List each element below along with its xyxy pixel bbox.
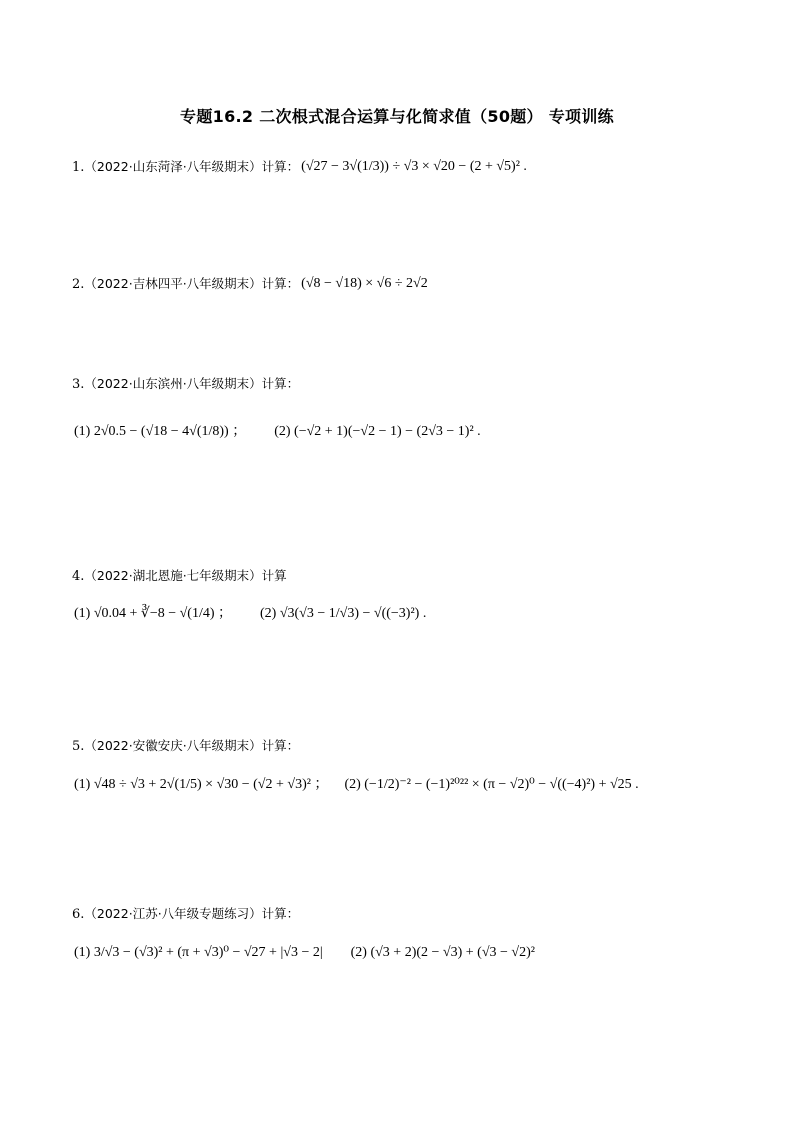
problem-4-header [72, 570, 287, 583]
problem-4-part-2: (2) √3(√3 − 1/√3) − √((−3)²) . [260, 606, 427, 621]
problem-3-header [72, 378, 299, 391]
problem-2-header [72, 277, 428, 291]
problem-3-source: （2022·山东滨州·八年级期末）计算： [84, 376, 300, 392]
page-title: 专题16.2 二次根式混合运算与化简求值（50题） 专项训练 [180, 107, 614, 126]
problem-2-source: （2022·吉林四平·八年级期末）计算： [84, 275, 300, 291]
problem-6-source: （2022·江苏·八年级专题练习）计算： [84, 906, 300, 922]
problem-3-number: 3. [72, 377, 85, 392]
problem-4-parts [72, 607, 426, 621]
problem-1-header [72, 160, 527, 174]
problem-6-number: 6. [72, 907, 85, 922]
problem-6-header [72, 908, 299, 921]
problem-5-part-1: (1) √48 ÷ √3 + 2√(1/5) × √30 − (√2 + √3)² ； [74, 777, 329, 792]
problem-1-source: （2022·山东菏泽·八年级期末）计算： [84, 158, 300, 174]
problem-6-parts [72, 946, 535, 960]
problem-4-part-1: (1) √0.04 + ∛−8 − √(1/4) ； [74, 606, 233, 621]
problem-5-number: 5. [72, 739, 85, 754]
problem-5-source: （2022·安徽安庆·八年级期末）计算： [84, 738, 300, 754]
problem-6-part-1: (1) 3/√3 − (√3)² + (π + √3)⁰ − √27 + |√3 − 2| [74, 945, 323, 960]
problem-5-part-2: (2) (−1/2)⁻² − (−1)²⁰²² × (π − √2)⁰ − √((−4)²) + √25 . [344, 777, 639, 792]
problem-1-number: 1. [72, 159, 85, 175]
problem-2-number: 2. [72, 276, 85, 292]
problem-2-expression: (√8 − √18) × √6 ÷ 2√2 [301, 276, 428, 291]
problem-3-part-1: (1) 2√0.5 − (√18 − 4√(1/8)) ； [74, 424, 247, 439]
problem-6-part-2: (2) (√3 + 2)(2 − √3) + (√3 − √2)² [350, 945, 535, 960]
problem-4-source: （2022·湖北恩施·七年级期末）计算 [84, 568, 287, 584]
problem-5-header [72, 740, 299, 753]
problem-3-part-2: (2) (−√2 + 1)(−√2 − 1) − (2√3 − 1)² . [274, 424, 481, 439]
problem-1-expression: (√27 − 3√(1/3)) ÷ √3 × √20 − (2 + √5)² . [301, 159, 527, 174]
problem-4-number: 4. [72, 569, 85, 584]
problem-5-parts [72, 778, 639, 792]
problem-3-parts [72, 425, 481, 439]
